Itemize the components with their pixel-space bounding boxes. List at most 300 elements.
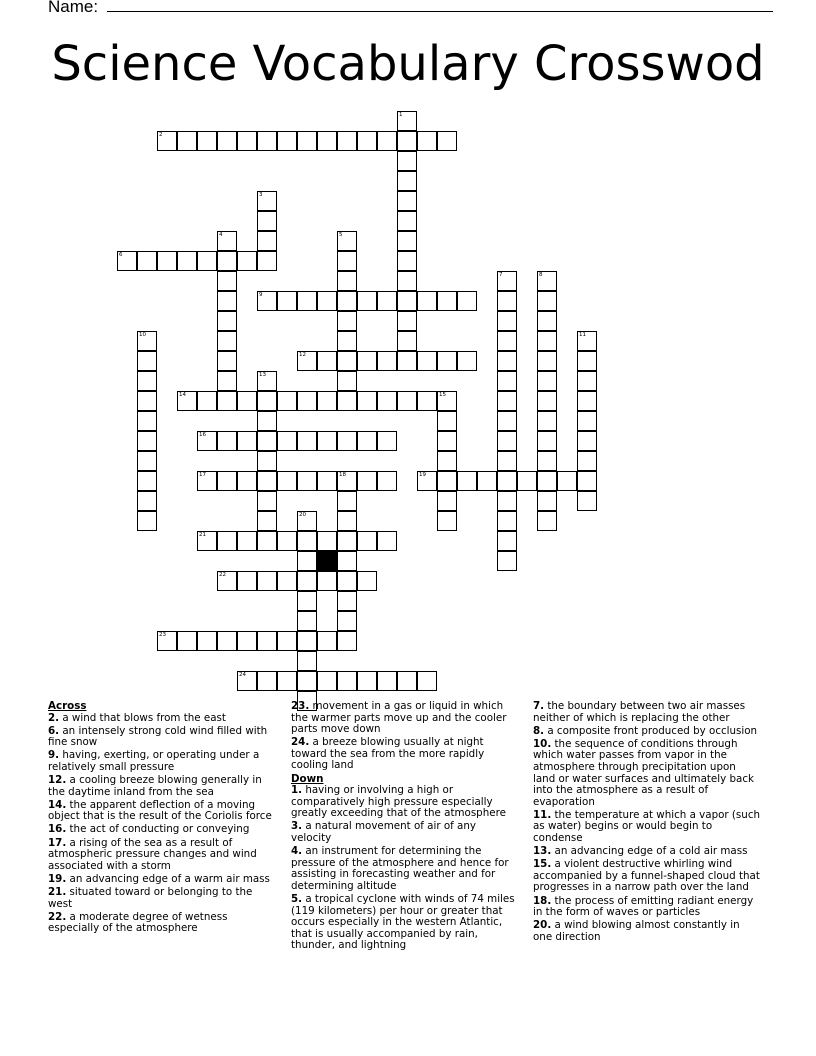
crossword-cell[interactable] [417,131,437,151]
crossword-cell[interactable] [317,571,337,591]
crossword-cell[interactable] [337,371,357,391]
clue-item [291,894,519,952]
crossword-cell[interactable] [337,131,357,151]
cell-number: 2 [159,132,163,138]
crossword-cell[interactable] [177,391,197,411]
clue-text: an advancing edge of a warm air mass [66,872,270,885]
crossword-cell[interactable] [277,531,297,551]
crossword-cell[interactable] [417,671,437,691]
crossword-cell[interactable] [217,631,237,651]
crossword-cell[interactable] [257,511,277,531]
crossword-cell[interactable] [277,471,297,491]
crossword-cell[interactable] [337,231,357,251]
crossword-cell[interactable] [457,351,477,371]
crossword-cell[interactable] [397,331,417,351]
clue-item [291,737,519,772]
crossword-cell[interactable] [497,371,517,391]
crossword-cell[interactable] [257,471,277,491]
crossword-cell[interactable] [197,251,217,271]
crossword-cell[interactable] [377,471,397,491]
crossword-cell[interactable] [497,351,517,371]
crossword-cell[interactable] [277,291,297,311]
crossword-cell[interactable] [257,371,277,391]
black-cell [317,551,337,571]
crossword-cell[interactable] [137,351,157,371]
crossword-cell[interactable] [317,471,337,491]
crossword-cell[interactable] [257,571,277,591]
crossword-cell[interactable] [257,631,277,651]
crossword-cell[interactable] [317,131,337,151]
crossword-cell[interactable] [137,371,157,391]
crossword-cell[interactable] [577,331,597,351]
crossword-cell[interactable] [357,571,377,591]
crossword-cell[interactable] [537,471,557,491]
clue-number: 3. [291,820,303,833]
crossword-cell[interactable] [337,271,357,291]
crossword-cell[interactable] [317,291,337,311]
clue-item [533,920,761,943]
crossword-cell[interactable] [297,131,317,151]
crossword-cell[interactable] [437,451,457,471]
crossword-cell[interactable] [137,511,157,531]
clue-item [291,785,519,820]
crossword-cell[interactable] [357,391,377,411]
crossword-cell[interactable] [297,671,317,691]
crossword-cell[interactable] [437,351,457,371]
crossword-cell[interactable] [397,391,417,411]
crossword-cell[interactable] [277,571,297,591]
cell-number: 1 [399,112,403,118]
crossword-cell[interactable] [257,231,277,251]
cell-number: 3 [259,192,263,198]
clue-item [48,800,276,823]
crossword-cell[interactable] [337,511,357,531]
clue-number: 15. [533,858,552,871]
clue-number: 17. [48,836,67,849]
clue-item [48,824,276,836]
crossword-cell[interactable] [437,131,457,151]
crossword-cell[interactable] [217,371,237,391]
crossword-cell[interactable] [217,231,237,251]
crossword-cell[interactable] [417,471,437,491]
crossword-cell[interactable] [137,411,157,431]
clue-text: the apparent deflection of a moving object that is the result of the Coriolis force [48,798,272,823]
crossword-cell[interactable] [537,411,557,431]
crossword-cell[interactable] [397,111,417,131]
crossword-cell[interactable] [177,631,197,651]
clue-text: the temperature at which a vapor (such as water) begins or would begin to condense [533,808,761,845]
crossword-cell[interactable] [137,431,157,451]
crossword-cell[interactable] [477,471,497,491]
crossword-cell[interactable] [317,351,337,371]
clue-number: 14. [48,798,67,811]
crossword-cell[interactable] [217,331,237,351]
crossword-cell[interactable] [177,251,197,271]
crossword-cell[interactable] [437,291,457,311]
crossword-cell[interactable] [417,291,437,311]
crossword-cell[interactable] [537,351,557,371]
crossword-cell[interactable] [357,291,377,311]
down-clue-list-2 [533,701,761,943]
crossword-cell[interactable] [377,291,397,311]
crossword-cell[interactable] [337,531,357,551]
clue-number: 8. [533,724,545,737]
crossword-cell[interactable] [157,131,177,151]
crossword-cell[interactable] [497,271,517,291]
crossword-cell[interactable] [237,391,257,411]
cell-number: 10 [139,332,146,338]
crossword-cell[interactable] [497,391,517,411]
cell-number: 15 [439,392,446,398]
crossword-cell[interactable] [437,411,457,431]
clue-number: 12. [48,774,67,787]
crossword-cell[interactable] [137,491,157,511]
crossword-cell[interactable] [217,351,237,371]
clue-text: a moderate degree of wetness especially of the atmosphere [48,910,228,935]
clue-number: 10. [533,737,552,750]
crossword-cell[interactable] [337,251,357,271]
clue-number: 16. [48,823,67,836]
clue-number: 6. [48,724,60,737]
clue-item [48,874,276,886]
crossword-cell[interactable] [217,251,237,271]
crossword-cell[interactable] [397,311,417,331]
crossword-cell[interactable] [237,251,257,271]
crossword-cell[interactable] [237,631,257,651]
crossword-cell[interactable] [277,391,297,411]
crossword-cell[interactable] [357,131,377,151]
crossword-cell[interactable] [217,571,237,591]
crossword-cell[interactable] [257,131,277,151]
crossword-cell[interactable] [217,291,237,311]
crossword-cell[interactable] [497,531,517,551]
crossword-cell[interactable] [297,571,317,591]
crossword-cell[interactable] [537,491,557,511]
clue-item [533,859,761,894]
name-label: Name: [48,0,103,16]
crossword-cell[interactable] [397,291,417,311]
crossword-cell[interactable] [317,531,337,551]
cell-number: 24 [239,672,246,678]
crossword-cell[interactable] [577,411,597,431]
crossword-cell[interactable] [337,311,357,331]
clue-text: the boundary between two air masses neither of which is replacing the other [533,700,746,724]
crossword-cell[interactable] [577,491,597,511]
crossword-cell[interactable] [297,631,317,651]
crossword-cell[interactable] [137,251,157,271]
crossword-cell[interactable] [437,471,457,491]
clue-item [291,701,519,736]
crossword-cell[interactable] [257,291,277,311]
crossword-cell[interactable] [397,171,417,191]
clue-text: a tropical cyclone with winds of 74 miles (119 kilometers) per hour or greater that occurs especially in the western Atlantic, that is usually accompanied by rain, thunder, and lightning [291,893,515,952]
crossword-cell[interactable] [197,131,217,151]
crossword-cell[interactable] [497,291,517,311]
crossword-cell[interactable] [257,431,277,451]
clue-text: a composite front produced by occlusion [544,724,758,737]
clue-item [533,726,761,738]
crossword-cell[interactable] [497,491,517,511]
cell-number: 8 [539,272,543,278]
cell-number: 20 [299,512,306,518]
crossword-cell[interactable] [337,291,357,311]
crossword-cell[interactable] [397,131,417,151]
crossword-cell[interactable] [137,471,157,491]
clue-item [533,896,761,919]
clue-text: situated toward or belonging to the west [48,885,253,910]
crossword-cell[interactable] [537,371,557,391]
crossword-cell[interactable] [357,531,377,551]
clue-text: a cooling breeze blowing generally in the daytime inland from the sea [48,774,262,798]
crossword-cell[interactable] [337,431,357,451]
crossword-cell[interactable] [397,671,417,691]
crossword-cell[interactable] [257,191,277,211]
crossword-cell[interactable] [197,471,217,491]
clue-text: an instrument for determining the pressure of the atmosphere and hence for assisting in forecasting weather and for determining altitude [291,845,509,892]
crossword-cell[interactable] [297,291,317,311]
cell-number: 18 [339,472,346,478]
crossword-cell[interactable] [337,491,357,511]
crossword-cell[interactable] [237,131,257,151]
clue-text: an advancing edge of a cold air mass [551,845,748,858]
cell-number: 22 [219,572,226,578]
crossword-cell[interactable] [377,131,397,151]
crossword-cell[interactable] [257,391,277,411]
crossword-cell[interactable] [357,351,377,371]
clue-column-2 [291,701,519,953]
cell-number: 23 [159,632,166,638]
crossword-cell[interactable] [337,351,357,371]
crossword-cell[interactable] [497,551,517,571]
crossword-cell[interactable] [337,551,357,571]
crossword-cell[interactable] [197,631,217,651]
crossword-cell[interactable] [537,451,557,471]
clue-text: an intensely strong cold wind filled with fine snow [48,724,268,749]
crossword-cell[interactable] [377,671,397,691]
clue-text: a violent destructive whirling wind accompanied by a funnel-shaped cloud that progresses in a narrow path over the land [533,858,760,894]
crossword-cell[interactable] [297,591,317,611]
crossword-cell[interactable] [537,391,557,411]
clue-number: 11. [533,808,552,821]
crossword-cell[interactable] [537,431,557,451]
crossword-cell[interactable] [337,391,357,411]
crossword-cell[interactable] [337,671,357,691]
clue-item [48,887,276,910]
crossword-cell[interactable] [297,351,317,371]
crossword-cell[interactable] [577,391,597,411]
crossword-cell[interactable] [257,671,277,691]
crossword-cell[interactable] [297,431,317,451]
crossword-cell[interactable] [377,351,397,371]
crossword-cell[interactable] [217,311,237,331]
crossword-cell[interactable] [497,431,517,451]
clue-item [291,846,519,892]
crossword-cell[interactable] [437,491,457,511]
crossword-cell[interactable] [337,631,357,651]
clue-column-1 [48,701,276,936]
crossword-cell[interactable] [397,151,417,171]
clue-item [533,701,761,724]
crossword-cell[interactable] [237,531,257,551]
clue-item [48,750,276,773]
clue-number: 4. [291,845,303,858]
crossword-cell[interactable] [297,651,317,671]
crossword-cell[interactable] [297,531,317,551]
crossword-cell[interactable] [457,291,477,311]
crossword-cell[interactable] [397,211,417,231]
crossword-cell[interactable] [277,631,297,651]
crossword-cell[interactable] [297,471,317,491]
crossword-cell[interactable] [397,231,417,251]
crossword-cell[interactable] [257,251,277,271]
clue-column-3 [533,701,761,945]
crossword-cell[interactable] [197,391,217,411]
crossword-cell[interactable] [297,511,317,531]
clue-text: having, exerting, or operating under a relatively small pressure [48,749,260,773]
cell-number: 4 [219,232,223,238]
crossword-cell[interactable] [497,471,517,491]
crossword-cell[interactable] [297,611,317,631]
crossword-cell[interactable] [497,411,517,431]
crossword-cell[interactable] [157,631,177,651]
clue-number: 2. [48,711,60,724]
crossword-cell[interactable] [377,531,397,551]
crossword-cell[interactable] [337,571,357,591]
crossword-cell[interactable] [537,311,557,331]
down-heading: Down [291,772,324,785]
clue-number: 5. [291,893,303,905]
clue-item [48,726,276,749]
clue-number: 19. [48,872,67,885]
crossword-cell[interactable] [217,471,237,491]
crossword-cell[interactable] [177,131,197,151]
crossword-cell[interactable] [417,351,437,371]
crossword-cell[interactable] [297,551,317,571]
crossword-cell[interactable] [277,671,297,691]
cell-number: 12 [299,352,306,358]
crossword-cell[interactable] [577,451,597,471]
cell-number: 6 [119,252,123,258]
crossword-cell[interactable] [317,431,337,451]
crossword-cell[interactable] [517,471,537,491]
crossword-cell[interactable] [257,451,277,471]
clue-text: a wind that blows from the east [59,711,226,724]
crossword-cell[interactable] [197,431,217,451]
clue-text: a rising of the sea as a result of atmospheric pressure changes and wind associated with a storm [48,836,257,872]
crossword-cell[interactable] [257,531,277,551]
crossword-cell[interactable] [217,391,237,411]
clue-text: a natural movement of air of any velocity [291,820,476,845]
clue-number: 9. [48,749,60,762]
clue-text: having or involving a high or comparatively high pressure especially greatly exceeding that of the atmosphere [291,784,506,820]
crossword-cell[interactable] [377,391,397,411]
crossword-cell[interactable] [357,671,377,691]
crossword-cell[interactable] [377,431,397,451]
crossword-cell[interactable] [117,251,137,271]
cell-number: 19 [419,472,426,478]
crossword-cell[interactable] [417,391,437,411]
crossword-cell[interactable] [397,251,417,271]
cell-number: 14 [179,392,186,398]
crossword-cell[interactable] [537,291,557,311]
crossword-cell[interactable] [237,471,257,491]
crossword-cell[interactable] [497,511,517,531]
crossword-cell[interactable] [577,351,597,371]
crossword-cell[interactable] [197,531,217,551]
crossword-cell[interactable] [537,331,557,351]
crossword-cell[interactable] [537,511,557,531]
crossword-cell[interactable] [337,471,357,491]
crossword-cell[interactable] [137,331,157,351]
crossword-cell[interactable] [297,391,317,411]
clue-item [291,821,519,844]
crossword-cell[interactable] [537,271,557,291]
clue-number: 21. [48,885,67,898]
crossword-cell[interactable] [317,391,337,411]
across-clue-list-1 [48,713,276,935]
cell-number: 13 [259,372,266,378]
clue-item [48,838,276,873]
crossword-cell[interactable] [397,191,417,211]
clue-item [48,912,276,935]
crossword-cell[interactable] [137,451,157,471]
crossword-cell[interactable] [157,251,177,271]
crossword-cell[interactable] [397,271,417,291]
clue-number: 20. [533,919,552,932]
crossword-cell[interactable] [577,471,597,491]
crossword-cell[interactable] [217,431,237,451]
crossword-cell[interactable] [457,471,477,491]
crossword-cell[interactable] [277,131,297,151]
crossword-cell[interactable] [217,131,237,151]
crossword-cell[interactable] [497,311,517,331]
crossword-cell[interactable] [557,471,577,491]
crossword-cell[interactable] [437,431,457,451]
across-heading: Across [48,700,87,712]
crossword-cell[interactable] [437,511,457,531]
clue-text: a wind blowing almost constantly in one direction [533,919,740,943]
clue-number: 23. [291,700,310,712]
crossword-cell[interactable] [357,471,377,491]
crossword-cell[interactable] [337,611,357,631]
crossword-cell[interactable] [337,591,357,611]
cell-number: 21 [199,532,206,538]
crossword-cell[interactable] [237,671,257,691]
crossword-cell[interactable] [237,431,257,451]
crossword-cell[interactable] [257,411,277,431]
crossword-cell[interactable] [437,391,457,411]
crossword-cell[interactable] [317,671,337,691]
across-clue-list-2 [291,701,519,772]
clue-number: 22. [48,910,67,923]
crossword-cell[interactable] [357,431,377,451]
crossword-cell[interactable] [137,391,157,411]
crossword-cell[interactable] [217,531,237,551]
crossword-cell[interactable] [317,631,337,651]
crossword-cell[interactable] [217,271,237,291]
crossword-cell[interactable] [497,331,517,351]
crossword-cell[interactable] [277,431,297,451]
crossword-cell[interactable] [397,351,417,371]
crossword-cell[interactable] [577,431,597,451]
crossword-cell[interactable] [257,211,277,231]
crossword-cell[interactable] [237,571,257,591]
crossword-cell[interactable] [257,491,277,511]
crossword-cell[interactable] [337,331,357,351]
crossword-cell[interactable] [577,371,597,391]
crossword-cell[interactable] [497,451,517,471]
clue-text: the sequence of conditions through which water passes from vapor in the atmosphere through precipitation upon land or water surfaces and ultimately back into the atmosphere as a result of evaporation [533,737,754,808]
